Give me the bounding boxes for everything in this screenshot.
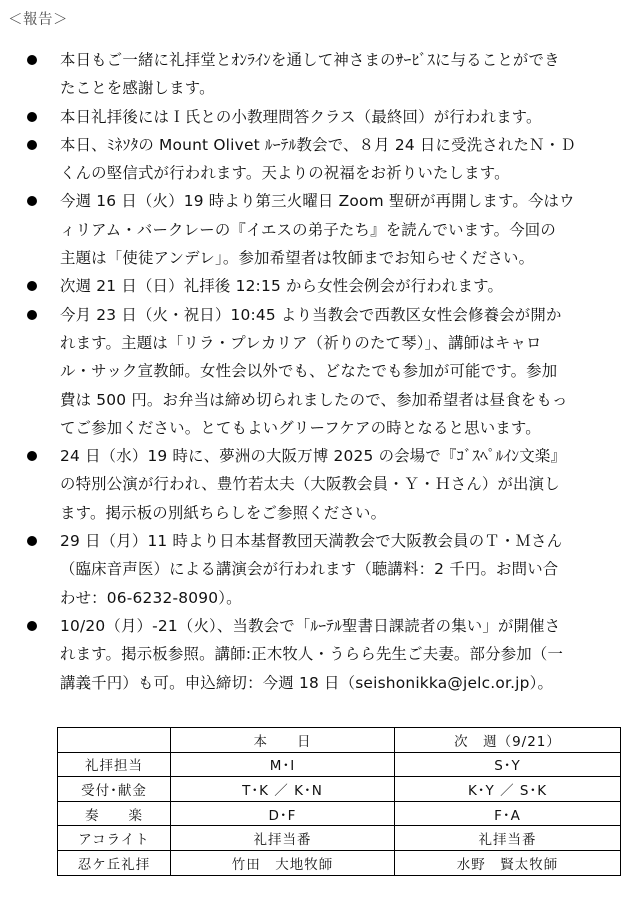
next-week-cell: K･Y ／ S･K: [395, 777, 621, 802]
list-item-text: [60, 612, 610, 697]
text-line: 主題は「使徒アンデレ」。参加希望者は牧師までお知らせください。: [60, 249, 535, 268]
next-week-cell: F･A: [395, 801, 621, 826]
bullet-icon: [27, 310, 37, 320]
list-item-text: [60, 46, 610, 103]
next-week-cell: 礼拝当番: [395, 826, 621, 851]
table-header-next-week: 次 週（9/21）: [395, 728, 621, 753]
text-line: てご参加ください。とてもよいグリーフケアの時となると思います。: [60, 418, 541, 437]
next-week-cell: 水野 賢太牧師: [395, 850, 621, 875]
text-line: 今月 23 日（火・祝日）10:45 より当教会で西教区女性会修養会が開か: [60, 305, 562, 324]
text-line: 本日もご一緒に礼拝堂とｵﾝﾗｲﾝを通して神さまのｻｰﾋﾞｽに与ることができ: [60, 51, 560, 69]
text-line: 今週 16 日（火）19 時より第三火曜日 Zoom 聖研が再開します。今はウ: [60, 192, 575, 211]
table-header-corner: [58, 728, 171, 753]
announcement-list: [0, 46, 630, 697]
table-row: [58, 850, 621, 875]
text-line: 費は 500 円。お弁当は締め切られましたので、参加希望者は昼食をもっ: [60, 390, 568, 409]
bullet-icon: [27, 451, 37, 461]
list-item: [0, 612, 630, 697]
text-line: 29 日（月）11 時より日本基督教団天満教会で大阪教会員のＴ・Ｍさん: [60, 532, 563, 551]
bullet-icon: [27, 281, 37, 291]
list-item: [0, 272, 630, 300]
text-line: れます。主題は「リラ・プレカリア（祈りのたて琴）」、講師はキャロ: [60, 333, 542, 352]
list-item: [0, 187, 630, 272]
service-roster-table: [57, 727, 621, 876]
bullet-icon: [27, 536, 37, 546]
bullet-icon: [27, 55, 37, 65]
list-item: [0, 131, 630, 188]
list-item-text: [60, 442, 610, 527]
text-line: 10/20（月）-21（火）、当教会で「ﾙｰﾃﾙ聖書日課読者の集い」が開催さ: [60, 616, 561, 635]
text-line: れます。掲示板参照。講師:正木牧人・うらら先生ご夫妻。部分参加（一: [60, 645, 564, 664]
text-line: 講義千円）も可。申込締切：今週 18 日（seishonikka@jelc.or.jp）。: [60, 673, 554, 692]
report-heading: ＜報告＞: [8, 12, 68, 28]
list-item: [0, 442, 630, 527]
role-cell: 礼拝担当: [58, 752, 171, 777]
bullet-icon: [27, 196, 37, 206]
today-cell: 竹田 大地牧師: [171, 850, 395, 875]
text-line: たことを感謝します。: [60, 79, 215, 98]
today-cell: T･K ／ K･N: [171, 777, 395, 802]
today-cell: M･I: [171, 752, 395, 777]
today-cell: 礼拝当番: [171, 826, 395, 851]
text-line: くんの堅信式が行われます。天よりの祝福をお祈りいたします。: [60, 164, 510, 183]
list-item-text: [60, 187, 610, 272]
today-cell: D･F: [171, 801, 395, 826]
text-line: ます。掲示板の別紙ちらしをご参照ください。: [60, 503, 387, 522]
text-line: （臨床音声医）による講演会が行われます（聴講料：2 千円。お問い合: [60, 560, 559, 579]
table-row: [58, 826, 621, 851]
list-item: [0, 46, 630, 103]
table-row: [58, 752, 621, 777]
next-week-cell: S･Y: [395, 752, 621, 777]
role-cell: 受付･献金: [58, 777, 171, 802]
text-line: ィリアム・バークレーの『イエスの弟子たち』を読んでいます。今回の: [60, 220, 556, 239]
role-cell: 忍ケ丘礼拝: [58, 850, 171, 875]
text-line: 24 日（水）19 時に、夢洲の大阪万博 2025 の会場で『ｺﾞｽﾍﾟﾙｲﾝ文楽』: [60, 447, 567, 466]
list-item-text: [60, 527, 610, 612]
table-header-row: [58, 728, 621, 753]
list-item-text: [60, 301, 610, 442]
list-item: [0, 527, 630, 612]
role-cell: 奏 楽: [58, 801, 171, 826]
table-header-today: 本 日: [171, 728, 395, 753]
bullet-icon: [27, 621, 37, 631]
bullet-icon: [27, 140, 37, 150]
text-line: わせ：06-6232-8090）。: [60, 588, 242, 607]
text-line: ル・サック宣教師。女性会以外でも、どなたでも参加が可能です。参加: [60, 362, 558, 381]
bullet-icon: [27, 112, 37, 122]
list-item-text: [60, 131, 610, 188]
role-cell: アコライト: [58, 826, 171, 851]
list-item: [0, 103, 630, 131]
list-item: [0, 301, 630, 443]
list-item-text: [60, 272, 610, 300]
table-row: [58, 801, 621, 826]
text-line: 本日、ﾐﾈｿﾀの Mount Olivet ﾙｰﾃﾙ教会で、８月 24 日に受洗されたＮ・Ｄ: [60, 135, 576, 154]
text-line: 本日礼拝後にはＩ氏との小教理問答クラス（最終回）が行われます。: [60, 107, 542, 126]
text-line: 次週 21 日（日）礼拝後 12:15 から女性会例会が行われます。: [60, 277, 504, 296]
text-line: の特別公演が行われ、豊竹若太夫（大阪教会員・Ｙ・Ｈさん）が出演し: [60, 475, 560, 494]
list-item-text: [60, 103, 610, 131]
table-row: [58, 777, 621, 802]
